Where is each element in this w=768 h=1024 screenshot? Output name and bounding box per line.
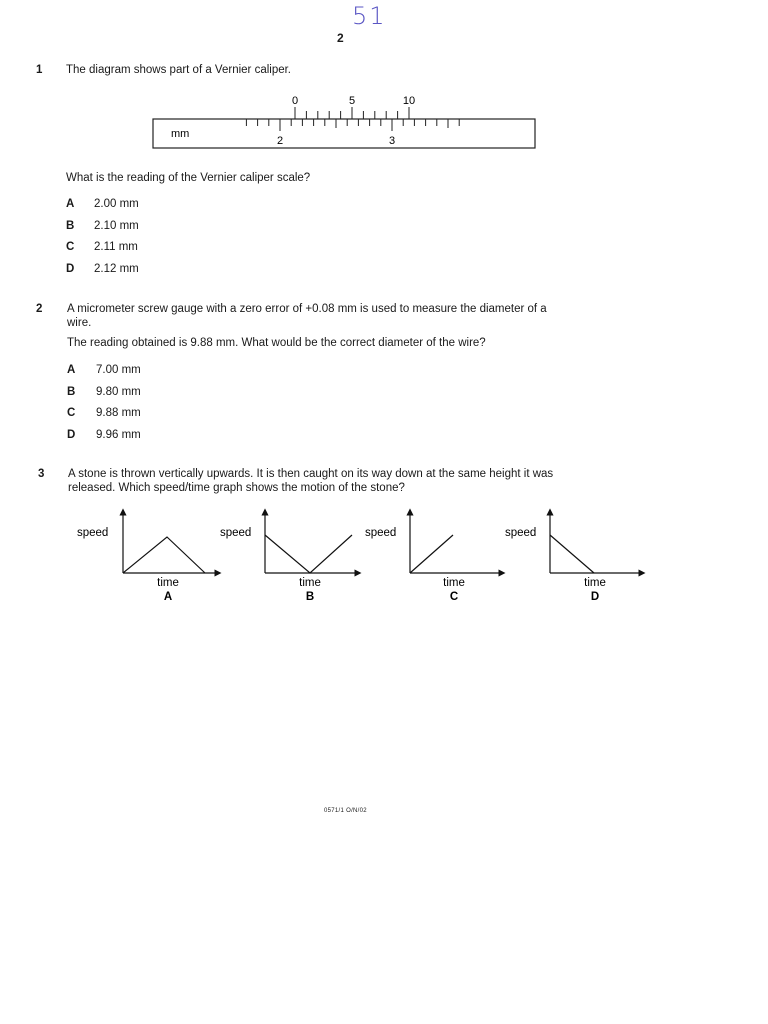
graph-a: [77, 512, 218, 603]
handwritten-page-note: 51: [352, 2, 387, 30]
graph-c-letter: C: [449, 591, 459, 603]
graph-b-curve: [265, 535, 352, 573]
graph-b-ylabel: speed: [220, 527, 252, 539]
main-scale-label-3: 3: [388, 135, 396, 147]
vernier-label-0: 0: [291, 95, 299, 107]
graph-d-ylabel: speed: [505, 527, 537, 539]
q1-option-b-text: 2.10 mm: [94, 220, 139, 232]
q2-option-a-text: 7.00 mm: [96, 364, 141, 376]
graph-d-xlabel: time: [584, 577, 606, 589]
question-1-number: 1: [36, 64, 43, 76]
page-number: 2: [337, 31, 344, 45]
vernier-label-10: 10: [402, 95, 416, 107]
q1-option-a-text: 2.00 mm: [94, 198, 139, 210]
q1-option-d-text: 2.12 mm: [94, 263, 139, 275]
main-scale-unit-label: mm: [171, 128, 190, 140]
vernier-label-5: 5: [348, 95, 356, 107]
question-2-text-line2: wire.: [67, 317, 92, 329]
graph-c-xlabel: time: [443, 577, 465, 589]
q1-option-c-letter: C: [66, 241, 75, 253]
question-2-prompt: The reading obtained is 9.88 mm. What would be the correct diameter of the wire?: [67, 337, 486, 349]
graph-c-curve: [410, 535, 453, 573]
graph-a-xlabel: time: [157, 577, 179, 589]
q2-option-d-letter: D: [67, 429, 76, 441]
graph-d-curve: [550, 535, 594, 573]
main-scale-body: [153, 119, 535, 148]
main-scale-label-2: 2: [276, 135, 284, 147]
q1-option-a-letter: A: [66, 198, 75, 210]
q2-option-b-text: 9.80 mm: [96, 386, 141, 398]
question-2-number: 2: [36, 303, 43, 315]
question-2-text-line1: A micrometer screw gauge with a zero error of +0.08 mm is used to measure the diameter of a: [67, 303, 547, 315]
graph-a-ylabel: speed: [77, 527, 109, 539]
q2-option-b-letter: B: [67, 386, 76, 398]
speed-time-graphs: [60, 505, 660, 605]
graph-c: [365, 512, 502, 603]
q2-option-c-text: 9.88 mm: [96, 407, 141, 419]
q1-option-d-letter: D: [66, 263, 75, 275]
q2-option-d-text: 9.96 mm: [96, 429, 141, 441]
main-scale-ticks: [246, 119, 459, 131]
graph-b: [220, 512, 358, 603]
graph-a-curve: [123, 537, 205, 573]
graph-b-letter: B: [305, 591, 315, 603]
q1-option-b-letter: B: [66, 220, 75, 232]
graph-b-xlabel: time: [299, 577, 321, 589]
q2-option-c-letter: C: [67, 407, 76, 419]
vernier-scale-ticks: [295, 107, 409, 119]
graph-d-letter: D: [590, 591, 600, 603]
vernier-caliper-diagram: [140, 88, 550, 154]
q2-option-a-letter: A: [67, 364, 76, 376]
exam-paper-code: 0571/1 O/N/02: [324, 808, 367, 814]
graph-c-ylabel: speed: [365, 527, 397, 539]
question-3-text-line1: A stone is thrown vertically upwards. It is then caught on its way down at the same height it was: [68, 468, 554, 480]
question-1-text: The diagram shows part of a Vernier caliper.: [66, 64, 292, 76]
graph-a-letter: A: [163, 591, 173, 603]
question-1-prompt: What is the reading of the Vernier caliper scale?: [66, 172, 311, 184]
graph-d: [505, 512, 642, 603]
question-3-text-line2: released. Which speed/time graph shows the motion of the stone?: [68, 482, 405, 494]
question-3-number: 3: [38, 468, 45, 480]
q1-option-c-text: 2.11 mm: [94, 241, 138, 253]
